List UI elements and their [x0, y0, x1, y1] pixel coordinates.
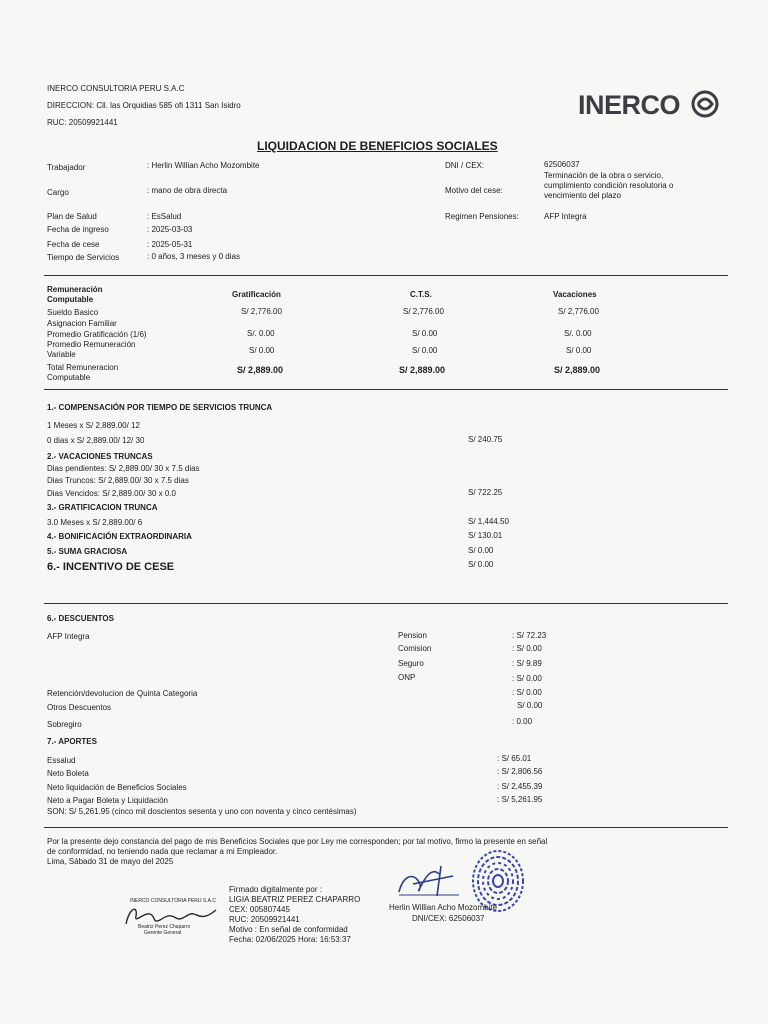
- section-cts-title: 1.- COMPENSACIÓN POR TIEMPO DE SERVICIOS TRUNCA: [47, 403, 273, 412]
- seguro-label: Seguro: [398, 659, 424, 668]
- firma-digital-l5: Motivo : En señal de conformidad: [229, 925, 348, 934]
- divider: [44, 603, 728, 604]
- section-bonificacion-title: 4.- BONIFICACIÓN EXTRAORDINARIA: [47, 532, 192, 541]
- divider: [44, 389, 728, 390]
- cts-line-1: 1 Meses x S/ 2,889.00/ 12: [47, 421, 140, 430]
- table-cell: S/ 2,889.00: [237, 365, 284, 375]
- col-vacaciones: Vacaciones: [553, 290, 597, 299]
- vacaciones-line-3: Dias Vencidos: S/ 2,889.00/ 30 x 0.0: [47, 489, 176, 498]
- table-cell: S/ 2,776.00: [403, 307, 444, 316]
- vacaciones-line-1: Dias pendientes: S/ 2,889.00/ 30 x 7.5 dias: [47, 464, 200, 473]
- table-row-label: Sueldo Basico: [47, 308, 99, 317]
- firma-digital-l2: LIGIA BEATRIZ PEREZ CHAPARRO: [229, 895, 361, 904]
- neto-pagar-label: Neto a Pagar Boleta y Liquidación: [47, 796, 168, 805]
- constancia-line-3: Lima, Sábado 31 de mayo del 2025: [47, 857, 174, 866]
- tiempo-value: : 0 años, 3 meses y 0 dias: [147, 252, 240, 261]
- worker-signature-icon: [393, 862, 463, 902]
- pension-value: : S/ 72.23: [512, 631, 547, 640]
- son-text: SON: S/ 5,261.95 (cinco mil doscientos sesenta y uno con noventa y cinco centésimas): [47, 807, 357, 816]
- gratificacion-line-1: 3.0 Meses x S/ 2,889.00/ 6: [47, 518, 143, 527]
- dni-value: 62506037: [544, 160, 580, 169]
- tiempo-label: Tiempo de Servicios: [47, 253, 120, 262]
- motivo-label: Motivo del cese:: [445, 186, 503, 195]
- ingreso-value: : 2025-03-03: [147, 225, 193, 234]
- cargo-value: : mano de obra directa: [147, 186, 228, 195]
- quinta-value: : S/ 0.00: [512, 688, 542, 697]
- comision-value: : S/ 0.00: [512, 644, 542, 653]
- remuneracion-header: Remuneración Computable: [47, 285, 103, 304]
- incentivo-value: S/ 0.00: [468, 560, 494, 569]
- inerco-logo: [578, 88, 721, 121]
- table-cell: S/ 2,776.00: [558, 307, 599, 316]
- sobregiro-value: : 0.00: [512, 717, 533, 726]
- table-cell: S/ 0.00: [566, 346, 592, 355]
- table-cell: S/ 0.00: [412, 329, 438, 338]
- company-name: INERCO CONSULTORIA PERU S.A.C: [47, 84, 185, 93]
- trabajador-label: Trabajador: [47, 163, 86, 172]
- plan-label: Plan de Salud: [47, 212, 97, 221]
- regimen-value: AFP Integra: [544, 212, 587, 221]
- section-gratificacion-title: 3.- GRATIFICACION TRUNCA: [47, 503, 158, 512]
- motivo-value: Terminación de la obra o servicio, cumplimiento condición resolutoria o vencimiento del plazo: [544, 171, 674, 200]
- table-cell: S/. 0.00: [564, 329, 592, 338]
- comision-label: Comision: [398, 644, 432, 653]
- trabajador-value: : Herlin Willian Acho Mozombite: [147, 161, 260, 170]
- firma-digital-l4: RUC: 20509921441: [229, 915, 300, 924]
- neto-pagar-value: : S/ 5,261.95: [497, 795, 543, 804]
- regimen-label: Regimen Pensiones:: [445, 212, 519, 221]
- onp-value: : S/ 0.00: [512, 674, 542, 683]
- table-row-label: Asignacion Familiar: [47, 319, 117, 328]
- company-address: DIRECCION: Cll. las Orquidias 585 ofi 1311 San Isidro: [47, 101, 241, 110]
- pension-label: Pension: [398, 631, 427, 640]
- constancia-line-1: Por la presente dejo constancia del pago de mis Beneficios Sociales que por Ley me corresponden; por tal motivo, firmo la presente en señal: [47, 837, 548, 846]
- suma-value: S/ 0.00: [468, 546, 494, 555]
- seguro-value: : S/ 9.89: [512, 659, 542, 668]
- table-cell: S/ 2,889.00: [399, 365, 446, 375]
- cese-label: Fecha de cese: [47, 240, 100, 249]
- sobregiro-label: Sobregiro: [47, 720, 82, 729]
- section-suma-title: 5.- SUMA GRACIOSA: [47, 547, 128, 556]
- cts-line-2: 0 dias x S/ 2,889.00/ 12/ 30: [47, 436, 145, 445]
- stamp-name: Beatriz Perez Chaparro: [138, 924, 191, 930]
- afp-label: AFP Integra: [47, 632, 90, 641]
- logo-text: INERCO: [578, 90, 681, 120]
- col-cts: C.T.S.: [410, 290, 432, 299]
- firma-digital-l1: Firmado digitalmente por :: [229, 885, 322, 894]
- worker-name: Herlin Willian Acho Mozombite: [389, 903, 498, 912]
- firma-digital-l3: CEX: 005807445: [229, 905, 290, 914]
- cts-value: S/ 240.75: [468, 435, 503, 444]
- vacaciones-value: S/ 722.25: [468, 488, 503, 497]
- essalud-label: Essalud: [47, 756, 76, 765]
- col-gratificacion: Gratificación: [232, 290, 281, 299]
- quinta-label: Retención/devolucion de Quinta Categoria: [47, 689, 198, 698]
- logo-swirl-icon: [689, 88, 721, 120]
- gratificacion-value: S/ 1,444.50: [468, 517, 509, 526]
- neto-boleta-label: Neto Boleta: [47, 769, 89, 778]
- worker-dni: DNI/CEX: 62506037: [412, 914, 485, 923]
- employer-stamp: [118, 896, 230, 938]
- otros-value: S/ 0.00: [517, 701, 543, 710]
- vacaciones-line-2: Dias Truncos: S/ 2,889.00/ 30 x 7.5 dias: [47, 476, 189, 485]
- ingreso-label: Fecha de ingreso: [47, 225, 109, 234]
- cargo-label: Cargo: [47, 188, 69, 197]
- plan-value: : EsSalud: [147, 212, 182, 221]
- cese-value: : 2025-05-31: [147, 240, 193, 249]
- company-ruc: RUC: 20509921441: [47, 118, 118, 127]
- table-cell: S/ 2,889.00: [554, 365, 601, 375]
- firma-digital-l6: Fecha: 02/06/2025 Hora: 16:53:37: [229, 935, 351, 944]
- document-title: LIQUIDACION DE BENEFICIOS SOCIALES: [257, 139, 498, 153]
- dni-label: DNI / CEX:: [445, 161, 485, 170]
- neto-liquidacion-value: : S/ 2,455.39: [497, 782, 543, 791]
- divider: [44, 827, 728, 828]
- table-cell: S/ 0.00: [412, 346, 438, 355]
- table-cell: S/ 0.00: [249, 346, 275, 355]
- bonificacion-value: S/ 130.01: [468, 531, 503, 540]
- table-row-label: Promedio Remuneración Variable: [47, 340, 136, 359]
- onp-label: ONP: [398, 673, 416, 682]
- section-vacaciones-title: 2.- VACACIONES TRUNCAS: [47, 452, 153, 461]
- otros-label: Otros Descuentos: [47, 703, 112, 712]
- essalud-value: : S/ 65.01: [497, 754, 532, 763]
- table-row-label: Promedio Gratificación (1/6): [47, 330, 147, 339]
- neto-boleta-value: : S/ 2,806.56: [497, 767, 543, 776]
- table-row-label: Total Remuneracion Computable: [47, 363, 119, 382]
- section-incentivo-title: 6.- INCENTIVO DE CESE: [47, 561, 175, 573]
- neto-liquidacion-label: Neto liquidación de Beneficios Sociales: [47, 783, 187, 792]
- divider: [44, 275, 728, 276]
- table-cell: S/ 2,776.00: [241, 307, 282, 316]
- stamp-company: INERCO CONSULTORIA PERU S.A.C: [130, 898, 216, 904]
- table-cell: S/. 0.00: [247, 329, 275, 338]
- constancia-line-2: de conformidad, no teniendo nada que reclamar a mi Empleador.: [47, 847, 278, 856]
- stamp-role: Gerente General: [144, 930, 182, 936]
- aportes-title: 7.- APORTES: [47, 737, 97, 746]
- descuentos-title: 6.- DESCUENTOS: [47, 614, 114, 623]
